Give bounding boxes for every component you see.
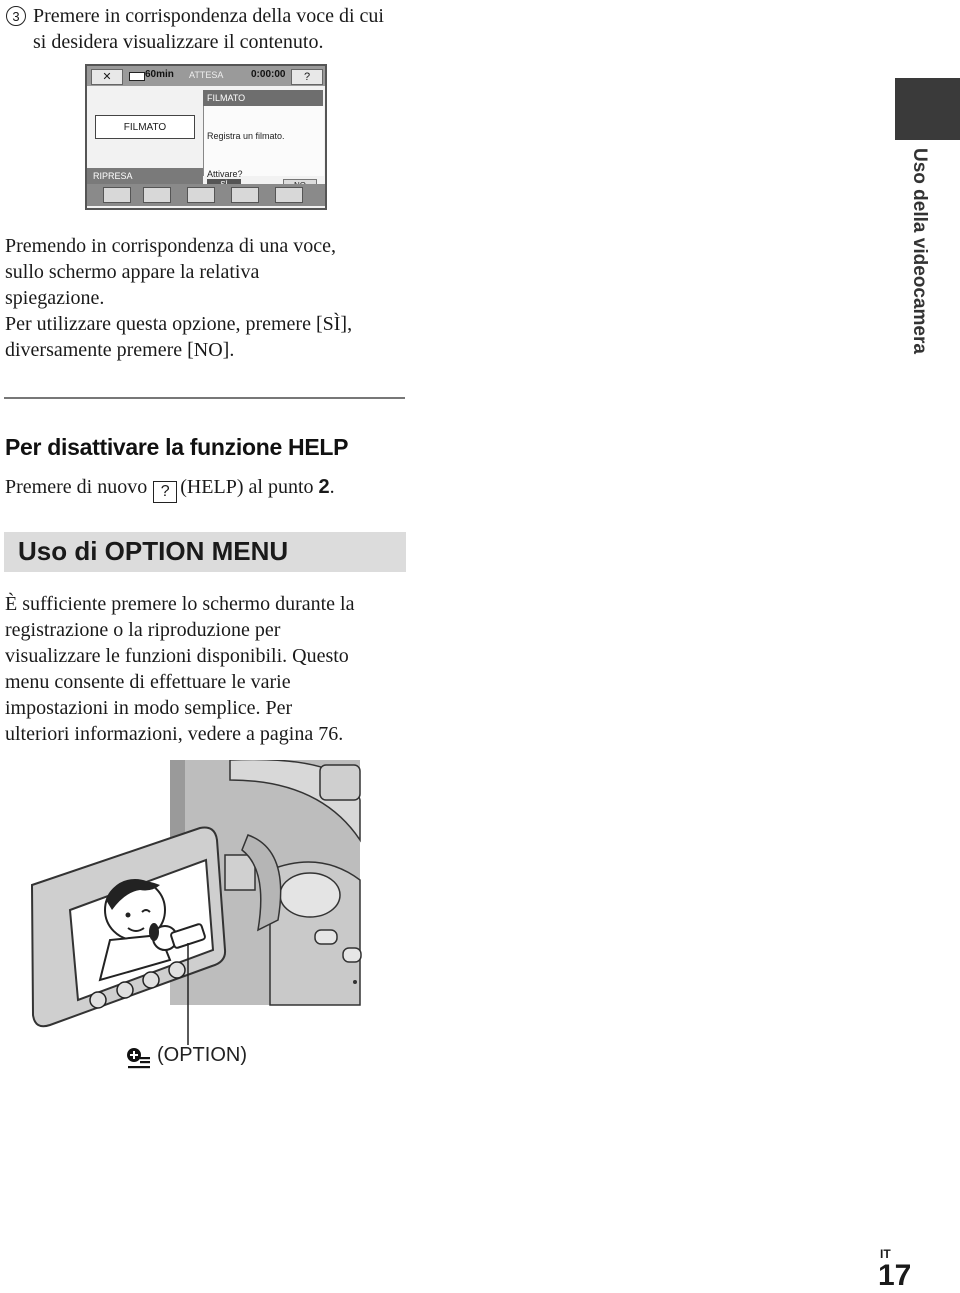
dial-icon xyxy=(231,187,259,203)
option-line-3: visualizzare le funzioni disponibili. Questo xyxy=(5,645,349,667)
lcd-close-button: ✕ xyxy=(91,69,123,85)
lcd-help-button: ? xyxy=(291,69,323,85)
lcd-screen-illustration xyxy=(85,64,327,210)
explanation-line-3: spiegazione. xyxy=(5,287,105,309)
lcd-confirm-question: Attivare? xyxy=(207,169,243,179)
help-icon: ? xyxy=(153,481,177,503)
explanation-line-5: diversamente premere [NO]. xyxy=(5,339,235,361)
help-off-step-ref: 2 xyxy=(318,476,330,498)
lcd-time-counter: 0:00:00 xyxy=(251,69,286,80)
camcorder-button xyxy=(343,948,361,962)
help-off-heading: Per disattivare la funzione HELP xyxy=(5,434,349,460)
explanation-line-4: Per utilizzare questa opzione, premere [SÌ], xyxy=(5,313,353,335)
lcd-description: Registra un filmato. xyxy=(207,131,285,141)
step-text-line-2: si desidera visualizzare il contenuto. xyxy=(33,31,324,53)
camcorder-illustration xyxy=(20,760,365,1050)
option-icon xyxy=(124,1046,150,1072)
help-off-text-before: Premere di nuovo xyxy=(5,476,148,498)
section-divider xyxy=(4,397,405,399)
step-number: 3 xyxy=(6,6,26,26)
camera-mode-icon xyxy=(103,187,131,203)
page-language: IT xyxy=(880,1247,891,1261)
explanation-line-2: sullo schermo appare la relativa xyxy=(5,261,260,283)
option-line-1: È sufficiente premere lo schermo durante la xyxy=(5,593,355,615)
lcd-status: ATTESA xyxy=(189,70,224,80)
option-line-6: ulteriori informazioni, vedere a pagina 76. xyxy=(5,723,344,745)
lcd-item-button: FILMATO xyxy=(95,115,195,139)
option-menu-title: Uso di OPTION MENU xyxy=(18,536,289,566)
menu-icon xyxy=(275,187,303,203)
option-line-2: registrazione o la riproduzione per xyxy=(5,619,281,641)
option-line-5: impostazioni in modo semplice. Per xyxy=(5,697,293,719)
option-line-4: menu consente di effettuare le varie xyxy=(5,671,291,693)
side-tab-marker xyxy=(895,78,960,140)
help-off-period: . xyxy=(329,476,335,498)
page-number: 17 xyxy=(878,1259,912,1292)
lcd-tab-label: RIPRESA xyxy=(87,168,203,184)
lcd-panel-title: FILMATO xyxy=(203,90,323,106)
battery-icon xyxy=(129,72,145,81)
lcd-panel-body xyxy=(203,106,324,176)
explanation-line-1: Premendo in corrispondenza di una voce, xyxy=(5,235,337,257)
camcorder-button xyxy=(315,930,337,944)
play-icon xyxy=(143,187,171,203)
step-text-line-1: Premere in corrispondenza della voce di cui xyxy=(33,5,384,27)
help-off-text-after: (HELP) al punto xyxy=(180,476,314,498)
option-callout-label: (OPTION) xyxy=(157,1044,247,1066)
index-icon xyxy=(187,187,215,203)
help-off-text xyxy=(5,474,335,503)
lcd-battery-time: 60min xyxy=(145,69,174,80)
side-tab-label: Uso della videocamera xyxy=(909,148,930,354)
